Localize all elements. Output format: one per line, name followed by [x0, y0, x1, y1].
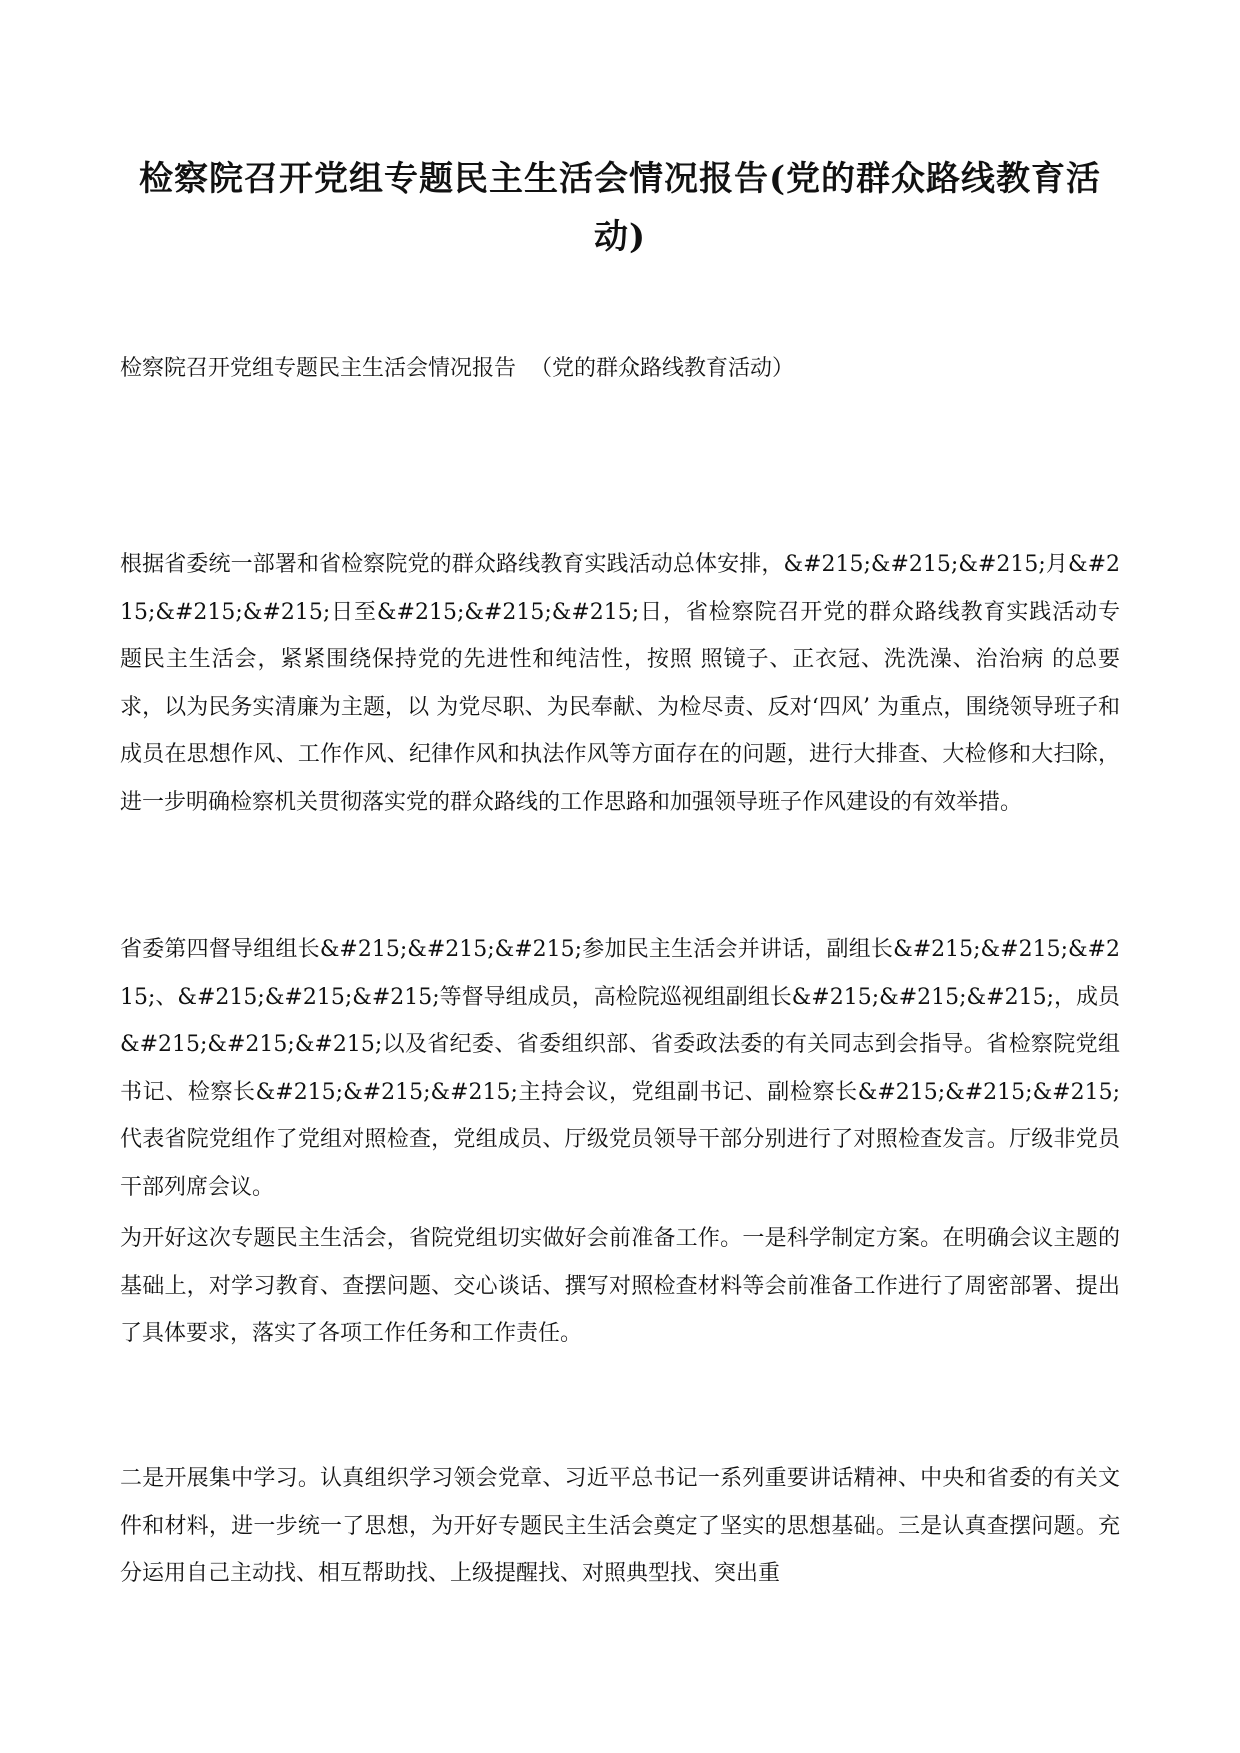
paragraph-3: 为开好这次专题民主生活会，省院党组切实做好会前准备工作。一是科学制定方案。在明确会议主题的基础上，对学习教育、查摆问题、交心谈话、撰写对照检查材料等会前准备工作进行了周密部署、提出了具体要求，落实了各项工作任务和工作责任。	[120, 1226, 1120, 1346]
document-subtitle: 检察院召开党组专题民主生活会情况报告 （党的群众路线教育活动）	[120, 356, 794, 381]
paragraph-2: 省委第四督导组组长&#215;&#215;&#215;参加民主生活会并讲话，副组长&#215;&#215;&#215;、&#215;&#215;&#215;等督导组成员，高检院巡视组副组长&#215;&#215;&#215;，成员&#215;&#215;&#215;以及省纪委、省委组织部、省委政法委的有关同志到会指导。省检察院党组书记、检察长&#215;&#215;&#215;主持会议，党组副书记、副检察长&#215;&#215;&#215;代表省院党组作了党组对照检查，党组成员、厅级党员领导干部分别进行了对照检查发言。厅级非党员干部列席会议。	[120, 937, 1120, 1200]
document-title: 检察院召开党组专题民主生活会情况报告(党的群众路线教育活动)	[138, 159, 1102, 257]
paragraph-1: 根据省委统一部署和省检察院党的群众路线教育实践活动总体安排，&#215;&#215;&#215;月&#215;&#215;&#215;日至&#215;&#215;&#215;日，省检察院召开党的群众路线教育实践活动专题民主生活会，紧紧围绕保持党的先进性和纯洁性，按照 照镜子、正衣冠、洗洗澡、治治病 的总要求，以为民务实清廉为主题，以 为党尽职、为民奉献、为检尽责、反对‘四风’ 为重点，围绕领导班子和成员在思想作风、工作作风、纪律作风和执法作风等方面存在的问题，进行大排查、大检修和大扫除，进一步明确检察机关贯彻落实党的群众路线的工作思路和加强领导班子作风建设的有效举措。	[120, 552, 1120, 815]
paragraph-4: 二是开展集中学习。认真组织学习领会党章、习近平总书记一系列重要讲话精神、中央和省委的有关文件和材料，进一步统一了思想，为开好专题民主生活会奠定了坚实的思想基础。三是认真查摆问题。充分运用自己主动找、相互帮助找、上级提醒找、对照典型找、突出重	[120, 1466, 1120, 1586]
